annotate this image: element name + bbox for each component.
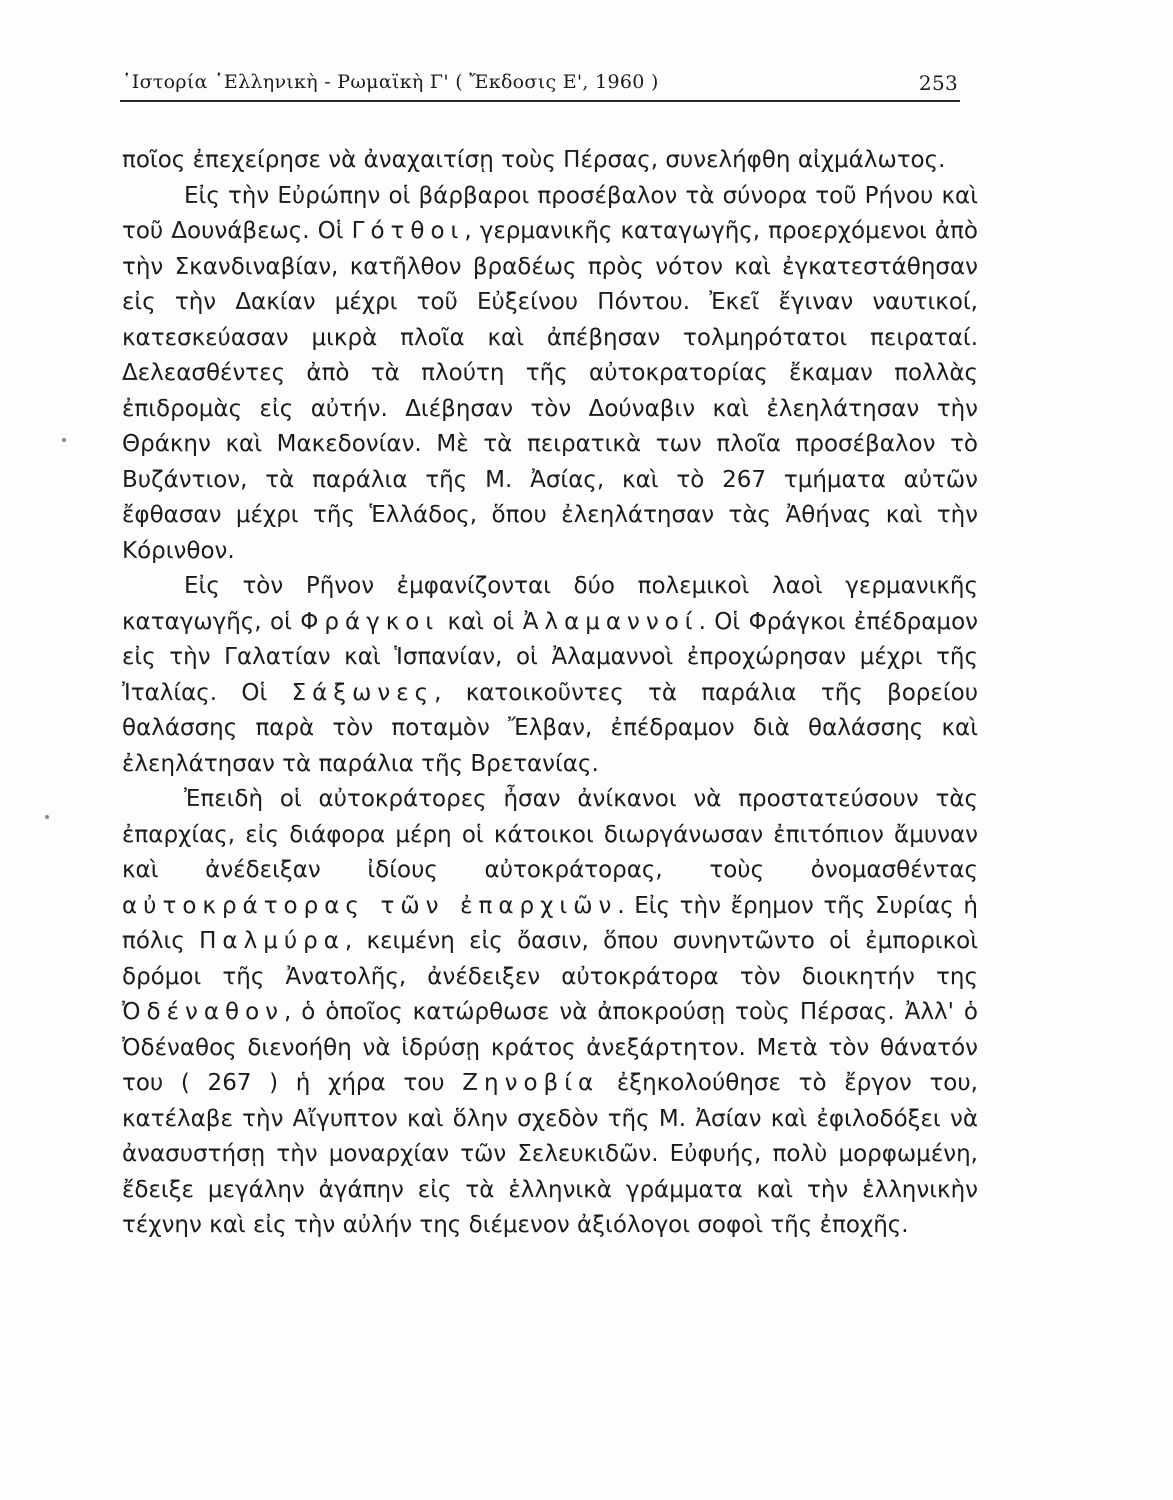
text-run: . Εἰς τὴν ἔρημον τῆς Συρίας ἡ πόλις [122, 892, 978, 954]
emphasized-term: Φράγκοι [300, 608, 440, 635]
text-run: Ἐπειδὴ οἱ αὐτοκράτορες ἦσαν ἀνίκανοι νὰ προστατεύσουν τὰς ἐπαρχίας, εἰς διάφορα μέρη οἱ κάτοικοι διωργάνωσαν ἐπιτόπιον ἄμυναν καὶ ἀνέδειξαν ἰδίους αὐτοκράτορας, τοὺς ὀνομασθέντας [122, 786, 978, 883]
emphasized-term: Παλμύρα [199, 928, 345, 954]
text-run: Εἰς τὸν Ρῆνον ἐμφανίζονται δύο πολεμικοὶ λαοὶ γερμανικῆς καταγωγῆς, οἱ [122, 573, 978, 635]
text-run: , ὁ ὁποῖος κατώρθωσε νὰ ἀποκρούσῃ τοὺς Πέρσας. Ἀλλ' ὁ Ὀδέναθος διενοήθη νὰ ἱδρύσῃ κράτος ἀνεξάρτητον. Μετὰ τὸν θάνατόν του ( 267 ) ἡ χήρα του [122, 999, 978, 1096]
paragraph [122, 569, 978, 782]
scan-speck [45, 815, 49, 819]
paragraph [122, 143, 978, 179]
text-run: , γερμανικῆς καταγωγῆς, προερχόμενοι ἀπὸ τὴν Σκανδιναβίαν, κατῆλθον βραδέως πρὸς νότον καὶ ἐγκατεστάθησαν εἰς τὴν Δακίαν μέχρι τοῦ Εὐξείνου Πόντου. Ἐκεῖ ἔγιναν ναυτικοί, κατεσκεύασαν μικρὰ πλοῖα καὶ ἀπέβησαν τολμηρότατοι πειραταί. Δελεασθέντες ἀπὸ τὰ πλούτη τῆς αὐτοκρατορίας ἔκαμαν πολλὰς ἐπιδρομὰς εἰς αὐτήν. Διέβησαν τὸν Δούναβιν καὶ ἐλεηλάτησαν τὴν Θράκην καὶ Μακεδονίαν. Μὲ τὰ πειρατικὰ των πλοῖα προσέβαλον τὸ Βυζάντιον, τὰ παράλια τῆς Μ. Ἀσίας, καὶ τὸ 267 τμήματα αὐτῶν ἔφθασαν μέχρι τῆς Ἑλλάδος, ὅπου ἐλεηλάτησαν τὰς Ἀθήνας καὶ τὴν Κόρινθον. [122, 218, 978, 564]
emphasized-term: Γότθοι [351, 218, 465, 244]
text-run: , κειμένη εἰς ὄασιν, ὅπου συνηντῶντο οἱ ἐμπορικοὶ δρόμοι τῆς Ἀνατολῆς, ἀνέδειξεν αὐτοκράτορα τὸν διοικητήν της [122, 928, 978, 990]
text-run: καὶ οἱ [439, 608, 523, 635]
text-run: Εἰς τὴν Εὐρώπην οἱ βάρβαροι προσέβαλον τὰ σύνορα τοῦ Ρήνου καὶ τοῦ Δουνάβεως. Οἱ [122, 182, 978, 244]
emphasized-term: αὐτοκράτορας τῶν ἐπαρχιῶν [122, 892, 618, 919]
text-run: ποῖος ἐπεχείρησε νὰ ἀναχαιτίσῃ τοὺς Πέρσας, συνελήφθη αἰχμάλωτος. [122, 147, 946, 173]
scan-speck [62, 438, 66, 442]
emphasized-term: Ἀλαμαννοί [522, 608, 699, 635]
text-run: , κατοικοῦντες τὰ παράλια τῆς βορείου θαλάσσης παρὰ τὸν ποταμὸν Ἔλβαν, ἐπέδραμον διὰ θαλάσσης καὶ ἐλεηλάτησαν τὰ παράλια τῆς Βρετανίας. [122, 679, 979, 777]
body-text [122, 143, 978, 1244]
book-title: ῾Ιστορία ῾Ελληνικὴ - Ρωμαϊκὴ Γ' ( Ἔκδοσις Ε', 1960 ) [122, 71, 659, 93]
emphasized-term: Σάξωνες [291, 679, 435, 706]
emphasized-term: Ὀδέναθον [122, 999, 285, 1025]
emphasized-term: Ζηνοβία [462, 1070, 600, 1096]
paragraph [122, 179, 978, 570]
text-run: . Οἱ Φράγκοι ἐπέδραμον εἰς τὴν Γαλατίαν καὶ Ἱσπανίαν, οἱ Ἀλαμαννοὶ ἐπροχώρησαν μέχρι τῆς Ἰταλίας. Οἱ [122, 608, 978, 706]
paragraph [122, 782, 978, 1244]
text-run: ἐξηκολούθησε τὸ ἔργον του, κατέλαβε τὴν Αἴγυπτον καὶ ὅλην σχεδὸν τῆς Μ. Ἀσίαν καὶ ἐφιλοδόξει νὰ ἀνασυστήσῃ τὴν μοναρχίαν τῶν Σελευκιδῶν. Εὐφυής, πολὺ μορφωμένη, ἔδειξε μεγάλην ἀγάπην εἰς τὰ ἑλληνικὰ γράμματα καὶ τὴν ἑλληνικὴν τέχνην καὶ εἰς τὴν αὐλήν της διέμενον ἀξιόλογοι σοφοὶ τῆς ἐποχῆς. [122, 1070, 978, 1238]
running-header [120, 68, 960, 102]
page-number: 253 [918, 71, 958, 95]
